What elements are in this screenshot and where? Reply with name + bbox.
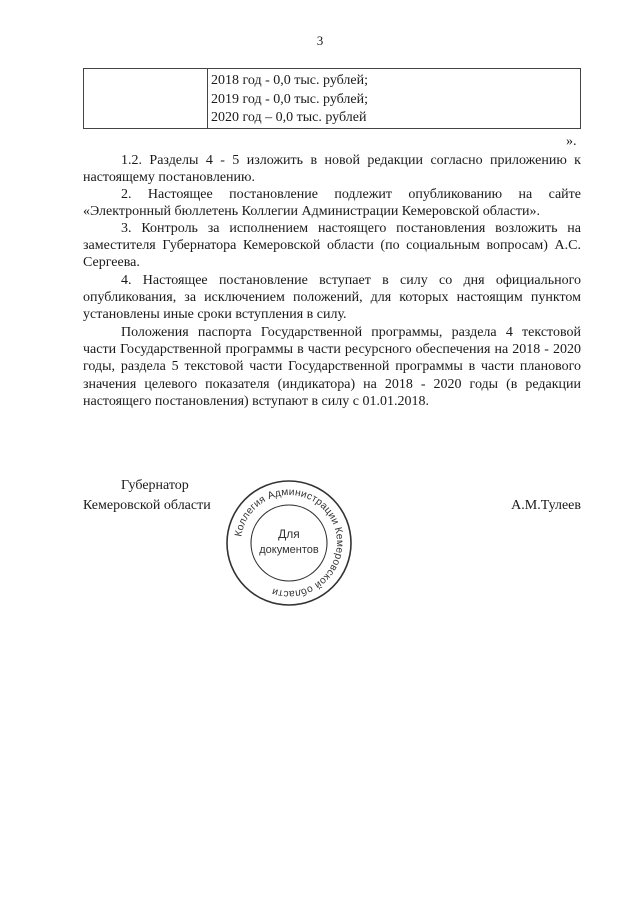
signatory-region: Кемеровской области: [83, 498, 211, 513]
signatory-title: Губернатор: [121, 478, 189, 493]
paragraph-4: [83, 272, 581, 324]
paragraph-2: [83, 186, 581, 220]
paragraph-text: Положения паспорта Государственной программы, раздела 4 текстовой части Государственной программы в части ресурсного обеспечения на 2018 - 2020 годы, раздела 5 текстовой части Государственной программы в части планового значения целевого показателя (индикатора) на 2018 - 2020 годы (в редакции настоящего постановления) вступают в силу с 01.01.2018.: [83, 325, 581, 409]
table-line: 2020 год – 0,0 тыс. рублей: [211, 110, 367, 125]
paragraph-text: 3. Контроль за исполнением настоящего постановления возложить на заместителя Губернатора Кемеровской области (по социальным вопросам) А.С. Сергеева.: [83, 221, 581, 271]
paragraph-5: [83, 324, 581, 410]
seal-ring-text: Коллегия Администрации Кемеровской области: [233, 486, 346, 600]
paragraph-1-2: [83, 152, 581, 186]
table-cell-funding: [211, 72, 368, 128]
table-column-divider: [207, 69, 208, 128]
funding-table: [83, 68, 581, 129]
closing-quote: ».: [566, 134, 577, 149]
seal-outer-ring: [227, 481, 351, 605]
signatory-name: А.М.Тулеев: [511, 498, 581, 513]
paragraph-text: 4. Настоящее постановление вступает в силу со дня официального опубликования, за исключением положений, для которых настоящим пунктом установлены иные сроки вступления в силу.: [83, 273, 581, 323]
paragraph-3: [83, 220, 581, 272]
page-number: 3: [316, 33, 324, 48]
seal-center-line1: Для: [278, 527, 300, 541]
official-seal-stamp: [224, 478, 354, 608]
paragraph-text: 2. Настоящее постановление подлежит опубликованию на сайте «Электронный бюллетень Коллегии Администрации Кемеровской области».: [83, 187, 581, 220]
table-line: 2018 год - 0,0 тыс. рублей;: [211, 73, 369, 88]
seal-inner-ring: [251, 505, 327, 581]
paragraph-text: 1.2. Разделы 4 - 5 изложить в новой редакции согласно приложению к настоящему постановлению.: [83, 153, 581, 186]
seal-center-line2: документов: [259, 544, 319, 556]
table-line: 2019 год - 0,0 тыс. рублей;: [211, 91, 369, 107]
